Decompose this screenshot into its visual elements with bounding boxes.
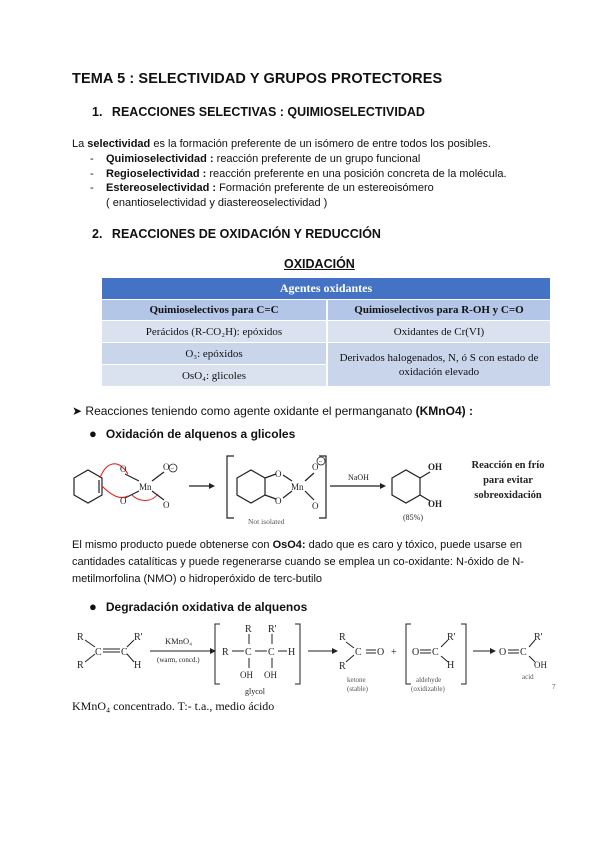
svg-text:C: C [355,647,362,658]
oh-label: OH [428,499,443,509]
svg-text:O: O [275,469,282,479]
svg-text:OH: OH [534,660,547,670]
list-term: Regioselectividad : [106,167,207,180]
intro-prefix: La [72,138,88,150]
bullet-dot-icon: ● [89,599,97,614]
table-row [102,299,550,320]
intro-paragraph [72,137,572,152]
aldehyde-label: aldehyde [416,676,442,684]
note-line: sobreoxidación [474,490,542,501]
list-extra: ( enantioselectividad y diastereoselectividad ) [106,196,328,209]
oso4-formula: OsO4: [272,539,306,551]
svg-text:H: H [288,647,296,658]
ketone-label: ketone [347,676,366,684]
kmno4-text: Reacciones teniendo como agente oxidante el permanganato [82,404,416,418]
table-cell: O₃: epóxidos [102,342,326,364]
list-dash: - [90,167,94,180]
table-row [102,278,550,299]
svg-text:O: O [499,647,507,658]
intro-term: selectividad [87,138,151,150]
svg-text:R: R [339,632,346,643]
section-1-number: 1. [92,105,103,119]
section-2-title: REACCIONES DE OXIDACIÓN Y REDUCCIÓN [111,227,381,241]
svg-text:R': R' [534,632,543,643]
svg-text:O: O [312,501,319,511]
table-title: Agentes oxidantes [102,278,550,299]
svg-text:O: O [312,462,319,472]
svg-text:O: O [275,496,282,506]
arrow-bullet-icon: ➤ [72,404,83,418]
svg-text:C: C [95,647,102,658]
footnote: KMnO₄ concentrado. T:- t.a., medio ácido [72,699,275,713]
oso4-paragraph [72,537,562,588]
svg-text:O: O [412,647,420,658]
svg-text:R': R' [134,632,143,643]
svg-text:R: R [222,647,229,658]
svg-text:R': R' [268,624,277,635]
ketone-note: (stable) [347,685,368,693]
list-term: Estereoselectividad : [106,182,217,195]
list-text: reacción preferente en una posición concreta de la molécula. [206,167,507,180]
page-title: TEMA 5 : SELECTIVIDAD Y GRUPOS PROTECTORES [72,71,443,87]
reagent-conditions-label: (warm, concd.) [157,656,200,664]
list-item [90,181,570,196]
oso4-text-start: El mismo producto puede obtenerse con [72,539,273,551]
svg-text:C: C [245,647,252,658]
oxidants-table [102,278,550,386]
svg-text:R: R [77,660,84,671]
glycol-label: glycol [245,687,265,696]
mn-label: Mn [139,482,152,492]
oxidative-cleavage-scheme [68,622,560,696]
list-dash: - [90,153,94,165]
note-line: para evitar [483,475,533,486]
table-cell: OsO₄: glicoles [102,364,326,386]
selectivity-list [90,152,570,210]
svg-text:C: C [432,647,439,658]
cyclohexene-ring [74,470,102,503]
list-text: Formación preferente de un estereoisómero [216,182,434,195]
svg-text:C: C [268,647,275,658]
bullet-dot-icon: ● [89,426,97,441]
svg-text:O: O [163,500,170,510]
svg-text:H: H [447,660,455,671]
oh-label: OH [428,462,443,472]
table-row [102,342,550,364]
kmno4-formula: (KMnO4) : [415,404,473,418]
list-text: reacción preferente de un grupo funcional [213,153,421,165]
oso4-text-rest: dado que es caro y tóxico, puede usarse en cantidades catalíticas y puede regenerarse cuando se emplea un co-oxidante: N-óxido de N-metilmorfolina (NMO) o hidroperóxido de terc-butilo [72,539,524,585]
list-dash: - [90,182,94,195]
table-cell: Derivados halogenados, N, ó S con estado de oxidación elevado [326,342,550,386]
section-1-title: REACCIONES SELECTIVAS : QUIMIOSELECTIVIDAD [111,105,425,119]
svg-text:O: O [377,647,385,658]
table-header-cell: Quimioselectivos para C=C [102,299,326,320]
svg-text:R: R [339,661,346,672]
aldehyde-note: (oxidizable) [411,685,445,693]
svg-text:R: R [245,624,252,635]
section-2-number: 2. [92,227,103,241]
oxidation-heading: OXIDACIÓN [284,257,355,271]
table-row [102,320,550,342]
svg-text:OH: OH [240,670,253,680]
svg-text:H: H [134,660,142,671]
list-item [90,152,570,167]
svg-text:OH: OH [264,670,277,680]
note-line: Reacción en frío [471,460,545,471]
yield-label: (85%) [403,513,423,522]
subheading-text: Degradación oxidativa de alquenos [105,600,308,614]
subheading-degradation [89,599,307,614]
slide-page-number: 7 [552,683,556,691]
subheading-text: Oxidación de alquenos a glicoles [105,427,296,441]
svg-text:−: − [318,457,323,466]
plus-sign: + [391,647,397,658]
table-header-cell: Quimioselectivos para R-OH y C=O [326,299,550,320]
section-2-heading [92,227,381,241]
svg-text:O: O [120,464,127,474]
mn-label-intermediate: Mn [291,482,304,492]
svg-text:R': R' [447,632,456,643]
svg-text:C: C [121,647,128,658]
intro-rest: es la formación preferente de un isómero de entre todos los posibles. [150,138,491,150]
kmno4-reagent-label: KMnO₄ [165,636,193,646]
naoh-reagent-label: NaOH [348,473,369,482]
svg-text:O: O [163,462,170,472]
list-item [90,167,570,182]
svg-text:−: − [170,464,175,473]
svg-text:C: C [520,647,527,658]
svg-text:R: R [77,632,84,643]
glycol-reaction-scheme [62,448,556,530]
kmno4-line [72,404,473,418]
section-1-heading [92,105,425,119]
not-isolated-label: Not isolated [248,517,285,526]
list-term: Quimioselectividad : [106,153,214,165]
acid-label: acid [522,673,534,681]
svg-text:O: O [120,496,127,506]
table-cell: Perácidos (R-CO₂H): epóxidos [102,320,326,342]
table-cell: Oxidantes de Cr(VI) [326,320,550,342]
subheading-glycols [89,426,295,441]
